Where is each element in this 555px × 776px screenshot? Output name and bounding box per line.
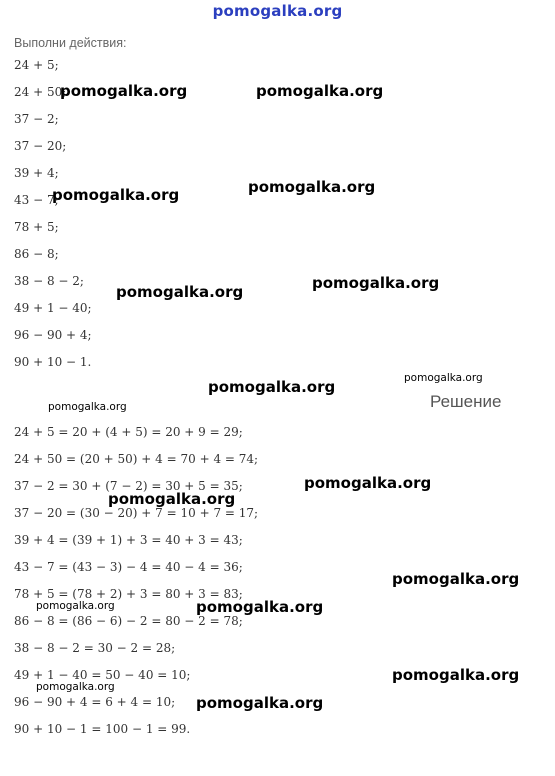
watermark: pomogalka.org xyxy=(208,378,336,396)
problem-item: 24 + 5; xyxy=(14,58,59,72)
watermark: pomogalka.org xyxy=(304,474,432,492)
watermark: pomogalka.org xyxy=(256,82,384,100)
solution-item: 24 + 5 = 20 + (4 + 5) = 20 + 9 = 29; xyxy=(14,425,243,439)
problem-item: 37 − 20; xyxy=(14,139,67,153)
watermark: pomogalka.org xyxy=(248,178,376,196)
watermark: pomogalka.org xyxy=(116,283,244,301)
problem-item: 49 + 1 − 40; xyxy=(14,301,92,315)
watermark: pomogalka.org xyxy=(60,82,188,100)
problem-item: 38 − 8 − 2; xyxy=(14,274,84,288)
solution-item: 49 + 1 − 40 = 50 − 40 = 10; xyxy=(14,668,191,682)
solution-item: 24 + 50 = (20 + 50) + 4 = 70 + 4 = 74; xyxy=(14,452,259,466)
watermark: pomogalka.org xyxy=(196,694,324,712)
watermark: pomogalka.org xyxy=(392,666,520,684)
solution-item: 86 − 8 = (86 − 6) − 2 = 80 − 2 = 78; xyxy=(14,614,243,628)
problem-item: 78 + 5; xyxy=(14,220,59,234)
watermark: pomogalka.org xyxy=(52,186,180,204)
watermark: pomogalka.org xyxy=(36,681,115,693)
problem-item: 43 − 7; xyxy=(14,193,59,207)
solution-item: 37 − 20 = (30 − 20) + 7 = 10 + 7 = 17; xyxy=(14,506,259,520)
watermark: pomogalka.org xyxy=(36,600,115,612)
watermark: pomogalka.org xyxy=(196,598,324,616)
solution-heading: Решение xyxy=(430,392,502,411)
problem-item: 90 + 10 − 1. xyxy=(14,355,92,369)
solution-item: 90 + 10 − 1 = 100 − 1 = 99. xyxy=(14,722,191,736)
watermark: pomogalka.org xyxy=(48,401,127,413)
solution-item: 43 − 7 = (43 − 3) − 4 = 40 − 4 = 36; xyxy=(14,560,243,574)
problem-item: 39 + 4; xyxy=(14,166,59,180)
solution-item: 96 − 90 + 4 = 6 + 4 = 10; xyxy=(14,695,176,709)
watermark: pomogalka.org xyxy=(392,570,520,588)
problem-item: 24 + 50; xyxy=(14,85,67,99)
problem-item: 86 − 8; xyxy=(14,247,59,261)
watermark: pomogalka.org xyxy=(312,274,440,292)
solution-item: 37 − 2 = 30 + (7 − 2) = 30 + 5 = 35; xyxy=(14,479,243,493)
solution-item: 39 + 4 = (39 + 1) + 3 = 40 + 3 = 43; xyxy=(14,533,243,547)
task-instruction: Выполни действия: xyxy=(14,36,127,50)
solution-item: 78 + 5 = (78 + 2) + 3 = 80 + 3 = 83; xyxy=(14,587,243,601)
problem-item: 96 − 90 + 4; xyxy=(14,328,92,342)
watermark: pomogalka.org xyxy=(404,372,483,384)
problem-item: 37 − 2; xyxy=(14,112,59,126)
watermark: pomogalka.org xyxy=(108,490,236,508)
site-logo[interactable]: pomogalka.org xyxy=(212,2,343,20)
solution-item: 38 − 8 − 2 = 30 − 2 = 28; xyxy=(14,641,176,655)
